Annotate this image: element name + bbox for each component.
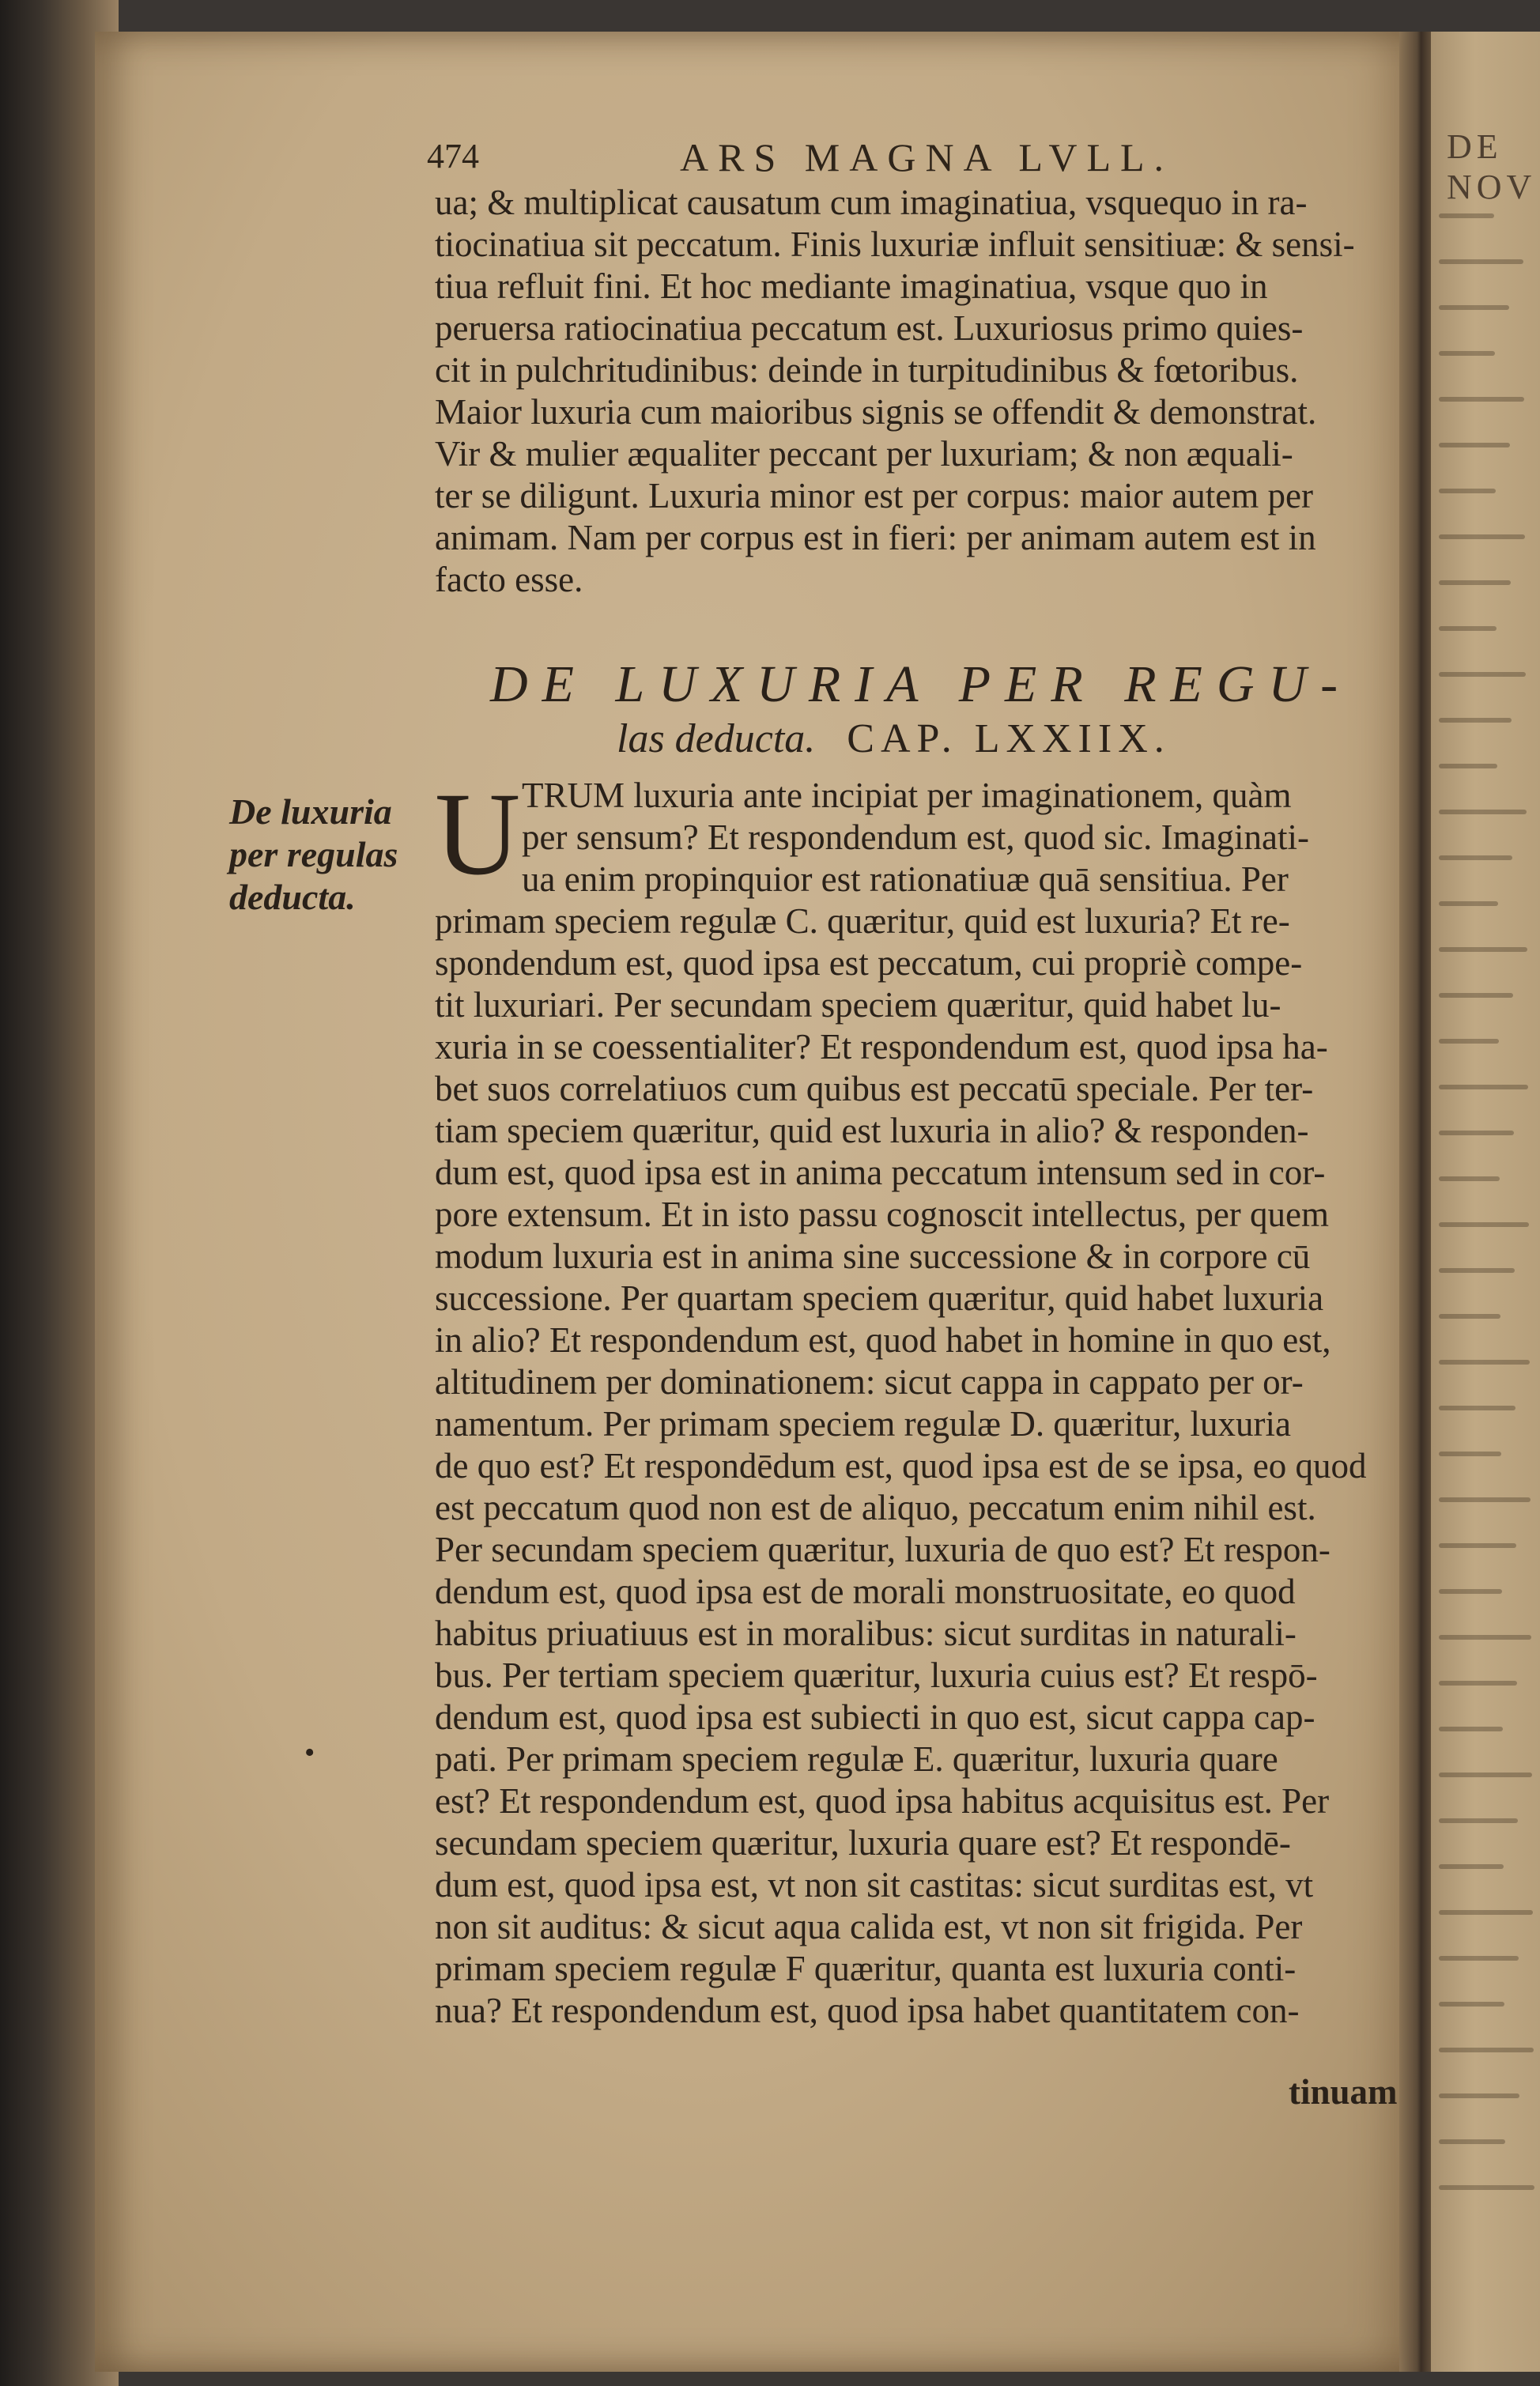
facing-page-text-line: [1439, 810, 1527, 814]
facing-page-text-line: [1439, 1131, 1514, 1135]
text-line: nua? Et respondendum est, quod ipsa habet quantitatem con-: [435, 1991, 1300, 2030]
chapter-subtitle: [617, 715, 1171, 762]
facing-page-text-line: [1439, 1222, 1529, 1227]
marginal-note-line: De luxuria: [229, 791, 392, 832]
text-line: peruersa ratiocinatiua peccatum est. Luxuriosus primo quies-: [435, 308, 1304, 348]
page-number: 474: [427, 137, 479, 176]
facing-page-text-line: [1439, 1589, 1502, 1594]
facing-page-text-line: [1439, 351, 1495, 356]
marginal-note-line: per regulas: [229, 834, 398, 874]
facing-page-text-line: [1439, 1452, 1501, 1456]
facing-page-text-line: [1439, 1406, 1515, 1410]
text-line: primam speciem regulæ C. quæritur, quid est luxuria? Et re-: [435, 901, 1290, 941]
text-line: altitudinem per dominationem: sicut cappa in cappato per or-: [435, 1362, 1304, 1402]
text-line: bus. Per tertiam speciem quæritur, luxuria cuius est? Et respō-: [435, 1655, 1318, 1695]
facing-page-text-line: [1439, 2002, 1504, 2007]
facing-page-header: DE NOV: [1447, 127, 1537, 206]
chapter-title: DE LUXURIA PER REGU-: [490, 655, 1353, 713]
marginal-note: [229, 791, 398, 919]
chapter-subtitle-italic: las deducta.: [617, 716, 816, 761]
facing-page-text-line: [1439, 259, 1523, 264]
text-line: dendum est, quod ipsa est de morali monstruositate, eo quod: [435, 1572, 1296, 1611]
text-line: est? Et respondendum est, quod ipsa habitus acquisitus est. Per: [435, 1781, 1330, 1821]
facing-page-text-line: [1439, 213, 1494, 218]
text-line: tit luxuriari. Per secundam speciem quæritur, quid habet lu-: [435, 985, 1281, 1025]
facing-page-text-line: [1439, 947, 1527, 952]
facing-page-text-line: [1439, 1543, 1516, 1548]
facing-page-text-line: [1439, 489, 1496, 493]
text-line: ua enim propinquior est rationatiuæ quā sensitiua. Per: [522, 859, 1289, 899]
text-line: habitus priuatiuus est in moralibus: sicut surditas in naturali-: [435, 1614, 1297, 1653]
marginal-note-line: deducta.: [229, 877, 356, 917]
text-line: non sit auditus: & sicut aqua calida est, vt non sit frigida. Per: [435, 1907, 1303, 1946]
text-line: de quo est? Et respondēdum est, quod ipsa est de se ipsa, eo quod: [435, 1446, 1367, 1486]
text-line: pore extensum. Et in isto passu cognoscit intellectus, per quem: [435, 1195, 1330, 1234]
facing-page-text-line: [1439, 2093, 1519, 2098]
chapter-number: CAP. LXXIIX.: [847, 716, 1171, 761]
text-line: tiocinatiua sit peccatum. Finis luxuriæ influit sensitiuæ: & sensi-: [435, 225, 1355, 264]
facing-page-text-line: [1439, 1039, 1499, 1044]
facing-page-text-line: [1439, 1635, 1531, 1640]
text-line: bet suos correlatiuos cum quibus est peccatū speciale. Per ter-: [435, 1069, 1314, 1108]
facing-page-text-line: [1439, 1910, 1533, 1915]
drop-cap: U: [435, 768, 521, 900]
facing-page-text-line: [1439, 993, 1513, 998]
text-line: ter se diligunt. Luxuria minor est per corpus: maior autem per: [435, 476, 1313, 515]
text-line: Per secundam speciem quæritur, luxuria de quo est? Et respon-: [435, 1530, 1331, 1569]
facing-page-text-line: [1439, 1360, 1530, 1365]
text-line: dendum est, quod ipsa est subiecti in quo est, sicut cappa cap-: [435, 1697, 1315, 1737]
text-line: ua; & multiplicat causatum cum imaginatiua, vsquequo in ra-: [435, 183, 1308, 222]
text-line: dum est, quod ipsa est, vt non sit castitas: sicut surditas est, vt: [435, 1865, 1314, 1905]
paragraph-2: [435, 768, 1415, 2032]
text-line: tiam speciem quæritur, quid est luxuria in alio? & responden-: [435, 1111, 1309, 1150]
facing-page-text-line: [1439, 626, 1497, 631]
text-line: per sensum? Et respondendum est, quod sic. Imaginati-: [522, 817, 1310, 857]
facing-page-text-line: [1439, 855, 1512, 860]
running-title: ARS MAGNA LVLL.: [680, 135, 1174, 179]
facing-page-fragment: [1431, 32, 1540, 2372]
text-line: TRUM luxuria ante incipiat per imaginationem, quàm: [522, 776, 1292, 815]
text-line: animam. Nam per corpus est in fieri: per animam autem est in: [435, 518, 1316, 557]
facing-page-text-line: [1439, 764, 1497, 768]
text-line: namentum. Per primam speciem regulæ D. quæritur, luxuria: [435, 1404, 1291, 1444]
facing-page-text-line: [1439, 2048, 1534, 2052]
facing-page-text-line: [1439, 1176, 1500, 1181]
text-line: cit in pulchritudinibus: deinde in turpitudinibus & fœtoribus.: [435, 350, 1299, 390]
text-line: spondendum est, quod ipsa est peccatum, cui propriè compe-: [435, 943, 1303, 983]
facing-page-text-line: [1439, 1727, 1503, 1731]
facing-page-text-line: [1439, 1497, 1531, 1502]
text-line: facto esse.: [435, 560, 583, 599]
text-line: successione. Per quartam speciem quæritur, quid habet luxuria: [435, 1278, 1324, 1318]
facing-page-text-line: [1439, 901, 1498, 906]
facing-page-text-line: [1439, 397, 1524, 402]
facing-page-text-line: [1439, 1681, 1517, 1686]
facing-page-text-line: [1439, 1085, 1528, 1089]
facing-page-text-line: [1439, 1818, 1518, 1823]
text-line: tiua refluit fini. Et hoc mediante imaginatiua, vsque quo in: [435, 266, 1268, 306]
facing-page-text-line: [1439, 580, 1511, 585]
text-line: est peccatum quod non est de aliquo, peccatum enim nihil est.: [435, 1488, 1316, 1527]
facing-page-text-line: [1439, 2139, 1505, 2144]
text-line: Maior luxuria cum maioribus signis se offendit & demonstrat.: [435, 392, 1317, 432]
text-line: modum luxuria est in anima sine successione & in corpore cū: [435, 1236, 1311, 1276]
text-line: in alio? Et respondendum est, quod habet in homine in quo est,: [435, 1320, 1331, 1360]
text-line: pati. Per primam speciem regulæ E. quæritur, luxuria quare: [435, 1739, 1278, 1779]
facing-page-text-line: [1439, 443, 1510, 447]
text-line: dum est, quod ipsa est in anima peccatum intensum sed in cor-: [435, 1153, 1326, 1192]
facing-page-text-line: [1439, 1864, 1504, 1869]
facing-page-text-line: [1439, 672, 1526, 677]
facing-page-text-line: [1439, 2185, 1534, 2190]
margin-mark-icon: •: [304, 1736, 315, 1769]
facing-page-text-line: [1439, 1956, 1519, 1961]
facing-page-text-line: [1439, 718, 1512, 723]
text-line: Vir & mulier æqualiter peccant per luxuriam; & non æquali-: [435, 434, 1293, 474]
text-line: primam speciem regulæ F quæritur, quanta est luxuria conti-: [435, 1949, 1297, 1988]
text-line: secundam speciem quæritur, luxuria quare est? Et respondē-: [435, 1823, 1291, 1863]
text-line: xuria in se coessentialiter? Et respondendum est, quod ipsa ha-: [435, 1027, 1328, 1067]
catchword: tinuam: [1289, 2072, 1398, 2112]
facing-page-text-line: [1439, 1268, 1515, 1273]
facing-page-text-line: [1439, 534, 1525, 539]
facing-page-text-line: [1439, 1773, 1532, 1777]
facing-page-text-line: [1439, 1314, 1500, 1319]
facing-page-text-line: [1439, 305, 1509, 310]
paragraph-1: [435, 182, 1415, 601]
